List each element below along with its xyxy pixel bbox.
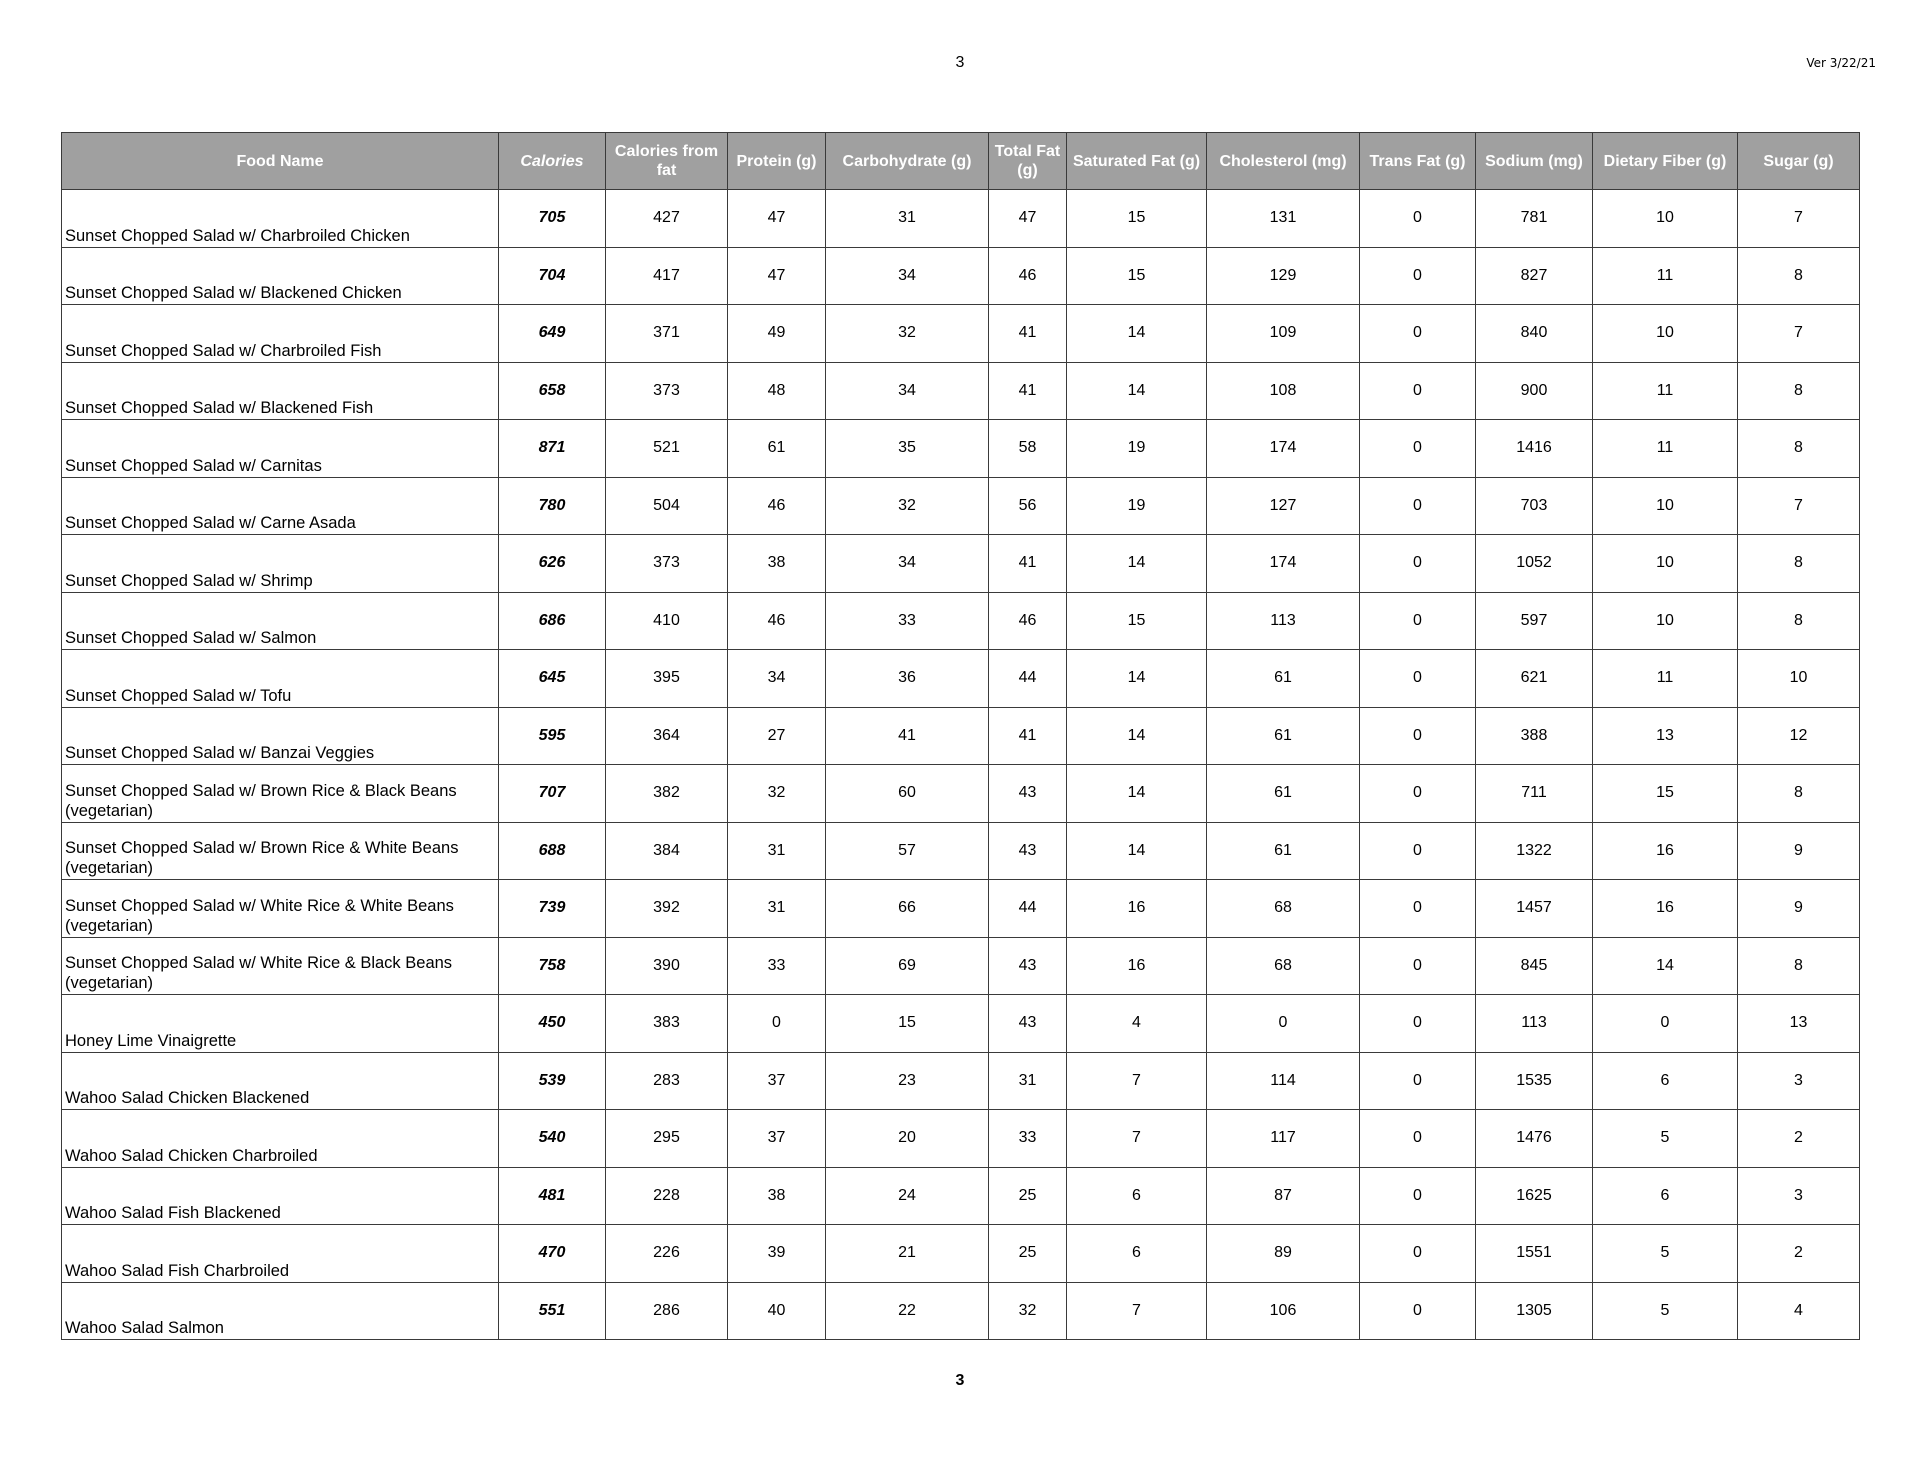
table-cell: 0 bbox=[1360, 880, 1476, 938]
table-cell: 57 bbox=[826, 822, 989, 880]
table-cell: 41 bbox=[989, 535, 1067, 593]
column-header: Food Name bbox=[62, 133, 499, 190]
table-row bbox=[62, 1110, 1860, 1168]
table-cell: 703 bbox=[1476, 477, 1593, 535]
food-name-cell: Sunset Chopped Salad w/ White Rice & Black Beans (vegetarian) bbox=[62, 937, 499, 995]
table-cell: 0 bbox=[728, 995, 826, 1053]
table-cell: 10 bbox=[1593, 477, 1738, 535]
table-cell: 597 bbox=[1476, 592, 1593, 650]
table-cell: 14 bbox=[1593, 937, 1738, 995]
table-cell: 11 bbox=[1593, 362, 1738, 420]
table-cell: 0 bbox=[1360, 247, 1476, 305]
table-cell: 5 bbox=[1593, 1282, 1738, 1340]
calories-cell: 540 bbox=[499, 1110, 606, 1168]
table-cell: 25 bbox=[989, 1225, 1067, 1283]
table-cell: 8 bbox=[1738, 420, 1860, 478]
table-row bbox=[62, 1225, 1860, 1283]
table-cell: 113 bbox=[1476, 995, 1593, 1053]
table-cell: 31 bbox=[826, 190, 989, 248]
table-cell: 66 bbox=[826, 880, 989, 938]
table-cell: 37 bbox=[728, 1052, 826, 1110]
table-cell: 15 bbox=[1067, 247, 1207, 305]
table-cell: 40 bbox=[728, 1282, 826, 1340]
table-cell: 34 bbox=[826, 535, 989, 593]
table-cell: 383 bbox=[606, 995, 728, 1053]
table-cell: 6 bbox=[1593, 1052, 1738, 1110]
table-cell: 228 bbox=[606, 1167, 728, 1225]
table-cell: 127 bbox=[1207, 477, 1360, 535]
table-cell: 129 bbox=[1207, 247, 1360, 305]
table-cell: 388 bbox=[1476, 707, 1593, 765]
table-cell: 41 bbox=[989, 707, 1067, 765]
table-cell: 0 bbox=[1360, 420, 1476, 478]
table-cell: 46 bbox=[989, 247, 1067, 305]
table-cell: 7 bbox=[1067, 1110, 1207, 1168]
table-cell: 2 bbox=[1738, 1110, 1860, 1168]
calories-cell: 658 bbox=[499, 362, 606, 420]
food-name-cell: Honey Lime Vinaigrette bbox=[62, 995, 499, 1053]
table-cell: 19 bbox=[1067, 477, 1207, 535]
table-cell: 3 bbox=[1738, 1052, 1860, 1110]
table-cell: 13 bbox=[1738, 995, 1860, 1053]
table-cell: 6 bbox=[1067, 1225, 1207, 1283]
table-cell: 8 bbox=[1738, 765, 1860, 823]
table-cell: 0 bbox=[1360, 592, 1476, 650]
table-cell: 61 bbox=[1207, 650, 1360, 708]
table-row bbox=[62, 592, 1860, 650]
table-cell: 417 bbox=[606, 247, 728, 305]
table-cell: 382 bbox=[606, 765, 728, 823]
table-row bbox=[62, 305, 1860, 363]
table-cell: 0 bbox=[1360, 477, 1476, 535]
calories-cell: 871 bbox=[499, 420, 606, 478]
table-cell: 2 bbox=[1738, 1225, 1860, 1283]
table-cell: 521 bbox=[606, 420, 728, 478]
table-cell: 15 bbox=[826, 995, 989, 1053]
table-row bbox=[62, 650, 1860, 708]
table-cell: 89 bbox=[1207, 1225, 1360, 1283]
table-cell: 0 bbox=[1360, 1110, 1476, 1168]
table-cell: 711 bbox=[1476, 765, 1593, 823]
table-cell: 1625 bbox=[1476, 1167, 1593, 1225]
table-row bbox=[62, 247, 1860, 305]
table-cell: 68 bbox=[1207, 937, 1360, 995]
table-cell: 10 bbox=[1593, 305, 1738, 363]
column-header: Protein (g) bbox=[728, 133, 826, 190]
table-cell: 14 bbox=[1067, 822, 1207, 880]
table-cell: 31 bbox=[728, 822, 826, 880]
table-header-row bbox=[62, 133, 1860, 190]
calories-cell: 707 bbox=[499, 765, 606, 823]
table-cell: 410 bbox=[606, 592, 728, 650]
calories-cell: 626 bbox=[499, 535, 606, 593]
table-cell: 0 bbox=[1360, 707, 1476, 765]
food-name-cell: Sunset Chopped Salad w/ White Rice & White Beans (vegetarian) bbox=[62, 880, 499, 938]
table-cell: 20 bbox=[826, 1110, 989, 1168]
calories-cell: 649 bbox=[499, 305, 606, 363]
table-cell: 0 bbox=[1360, 765, 1476, 823]
table-row bbox=[62, 362, 1860, 420]
table-cell: 34 bbox=[728, 650, 826, 708]
table-cell: 8 bbox=[1738, 592, 1860, 650]
table-cell: 38 bbox=[728, 1167, 826, 1225]
table-row bbox=[62, 937, 1860, 995]
table-cell: 23 bbox=[826, 1052, 989, 1110]
table-cell: 0 bbox=[1360, 535, 1476, 593]
table-cell: 384 bbox=[606, 822, 728, 880]
table-cell: 11 bbox=[1593, 247, 1738, 305]
food-name-cell: Sunset Chopped Salad w/ Brown Rice & White Beans (vegetarian) bbox=[62, 822, 499, 880]
table-cell: 840 bbox=[1476, 305, 1593, 363]
food-name-cell: Sunset Chopped Salad w/ Shrimp bbox=[62, 535, 499, 593]
table-cell: 0 bbox=[1360, 937, 1476, 995]
table-cell: 21 bbox=[826, 1225, 989, 1283]
table-cell: 41 bbox=[989, 362, 1067, 420]
table-cell: 0 bbox=[1360, 822, 1476, 880]
food-name-cell: Wahoo Salad Chicken Blackened bbox=[62, 1052, 499, 1110]
table-cell: 6 bbox=[1067, 1167, 1207, 1225]
table-cell: 16 bbox=[1593, 880, 1738, 938]
table-cell: 37 bbox=[728, 1110, 826, 1168]
table-cell: 49 bbox=[728, 305, 826, 363]
table-cell: 1322 bbox=[1476, 822, 1593, 880]
table-cell: 34 bbox=[826, 362, 989, 420]
table-cell: 392 bbox=[606, 880, 728, 938]
table-cell: 7 bbox=[1738, 305, 1860, 363]
table-cell: 1476 bbox=[1476, 1110, 1593, 1168]
table-cell: 33 bbox=[989, 1110, 1067, 1168]
table-cell: 43 bbox=[989, 937, 1067, 995]
table-cell: 38 bbox=[728, 535, 826, 593]
food-name-cell: Wahoo Salad Fish Charbroiled bbox=[62, 1225, 499, 1283]
table-cell: 0 bbox=[1207, 995, 1360, 1053]
table-cell: 14 bbox=[1067, 535, 1207, 593]
table-cell: 0 bbox=[1360, 1282, 1476, 1340]
table-cell: 36 bbox=[826, 650, 989, 708]
table-cell: 24 bbox=[826, 1167, 989, 1225]
calories-cell: 551 bbox=[499, 1282, 606, 1340]
table-cell: 7 bbox=[1738, 477, 1860, 535]
nutrition-table bbox=[61, 132, 1860, 1340]
table-cell: 61 bbox=[1207, 822, 1360, 880]
table-cell: 12 bbox=[1738, 707, 1860, 765]
table-cell: 1551 bbox=[1476, 1225, 1593, 1283]
column-header: Carbohydrate (g) bbox=[826, 133, 989, 190]
table-cell: 10 bbox=[1593, 190, 1738, 248]
table-cell: 48 bbox=[728, 362, 826, 420]
table-cell: 31 bbox=[989, 1052, 1067, 1110]
table-cell: 32 bbox=[728, 765, 826, 823]
table-cell: 0 bbox=[1360, 362, 1476, 420]
table-cell: 10 bbox=[1593, 592, 1738, 650]
calories-cell: 758 bbox=[499, 937, 606, 995]
table-cell: 15 bbox=[1067, 592, 1207, 650]
table-cell: 900 bbox=[1476, 362, 1593, 420]
table-cell: 11 bbox=[1593, 420, 1738, 478]
table-cell: 47 bbox=[728, 190, 826, 248]
column-header: Trans Fat (g) bbox=[1360, 133, 1476, 190]
table-cell: 14 bbox=[1067, 305, 1207, 363]
table-cell: 41 bbox=[989, 305, 1067, 363]
table-cell: 60 bbox=[826, 765, 989, 823]
table-cell: 8 bbox=[1738, 362, 1860, 420]
table-cell: 395 bbox=[606, 650, 728, 708]
table-cell: 34 bbox=[826, 247, 989, 305]
table-cell: 61 bbox=[728, 420, 826, 478]
table-cell: 390 bbox=[606, 937, 728, 995]
table-row bbox=[62, 1052, 1860, 1110]
table-cell: 46 bbox=[728, 477, 826, 535]
food-name-cell: Sunset Chopped Salad w/ Blackened Chicken bbox=[62, 247, 499, 305]
column-header: Cholesterol (mg) bbox=[1207, 133, 1360, 190]
table-cell: 14 bbox=[1067, 362, 1207, 420]
food-name-cell: Wahoo Salad Salmon bbox=[62, 1282, 499, 1340]
calories-cell: 686 bbox=[499, 592, 606, 650]
column-header: Calories bbox=[499, 133, 606, 190]
table-cell: 4 bbox=[1738, 1282, 1860, 1340]
table-cell: 16 bbox=[1067, 880, 1207, 938]
table-cell: 87 bbox=[1207, 1167, 1360, 1225]
table-cell: 174 bbox=[1207, 420, 1360, 478]
food-name-cell: Wahoo Salad Fish Blackened bbox=[62, 1167, 499, 1225]
page-number-bottom: 3 bbox=[955, 1372, 965, 1389]
page-number-top: 3 bbox=[955, 54, 965, 71]
food-name-cell: Sunset Chopped Salad w/ Charbroiled Fish bbox=[62, 305, 499, 363]
table-row bbox=[62, 535, 1860, 593]
table-cell: 845 bbox=[1476, 937, 1593, 995]
table-cell: 0 bbox=[1360, 1052, 1476, 1110]
table-cell: 10 bbox=[1593, 535, 1738, 593]
table-cell: 13 bbox=[1593, 707, 1738, 765]
table-cell: 7 bbox=[1738, 190, 1860, 248]
table-cell: 7 bbox=[1067, 1052, 1207, 1110]
table-cell: 9 bbox=[1738, 822, 1860, 880]
table-cell: 226 bbox=[606, 1225, 728, 1283]
table-cell: 113 bbox=[1207, 592, 1360, 650]
table-cell: 0 bbox=[1360, 190, 1476, 248]
table-cell: 46 bbox=[989, 592, 1067, 650]
table-cell: 371 bbox=[606, 305, 728, 363]
table-cell: 4 bbox=[1067, 995, 1207, 1053]
table-cell: 131 bbox=[1207, 190, 1360, 248]
table-cell: 44 bbox=[989, 880, 1067, 938]
food-name-cell: Sunset Chopped Salad w/ Blackened Fish bbox=[62, 362, 499, 420]
food-name-cell: Sunset Chopped Salad w/ Carne Asada bbox=[62, 477, 499, 535]
calories-cell: 539 bbox=[499, 1052, 606, 1110]
table-cell: 43 bbox=[989, 765, 1067, 823]
table-cell: 8 bbox=[1738, 937, 1860, 995]
table-cell: 1416 bbox=[1476, 420, 1593, 478]
table-row bbox=[62, 880, 1860, 938]
table-cell: 0 bbox=[1360, 305, 1476, 363]
table-cell: 43 bbox=[989, 995, 1067, 1053]
table-cell: 106 bbox=[1207, 1282, 1360, 1340]
table-cell: 46 bbox=[728, 592, 826, 650]
table-cell: 286 bbox=[606, 1282, 728, 1340]
table-cell: 16 bbox=[1067, 937, 1207, 995]
table-cell: 8 bbox=[1738, 247, 1860, 305]
calories-cell: 739 bbox=[499, 880, 606, 938]
column-header: Dietary Fiber (g) bbox=[1593, 133, 1738, 190]
table-cell: 0 bbox=[1360, 1225, 1476, 1283]
table-cell: 9 bbox=[1738, 880, 1860, 938]
calories-cell: 470 bbox=[499, 1225, 606, 1283]
table-cell: 0 bbox=[1593, 995, 1738, 1053]
table-row bbox=[62, 765, 1860, 823]
food-name-cell: Sunset Chopped Salad w/ Charbroiled Chicken bbox=[62, 190, 499, 248]
food-name-cell: Sunset Chopped Salad w/ Banzai Veggies bbox=[62, 707, 499, 765]
table-cell: 14 bbox=[1067, 707, 1207, 765]
table-cell: 621 bbox=[1476, 650, 1593, 708]
table-cell: 283 bbox=[606, 1052, 728, 1110]
table-cell: 117 bbox=[1207, 1110, 1360, 1168]
calories-cell: 595 bbox=[499, 707, 606, 765]
table-cell: 827 bbox=[1476, 247, 1593, 305]
calories-cell: 481 bbox=[499, 1167, 606, 1225]
column-header: Saturated Fat (g) bbox=[1067, 133, 1207, 190]
table-cell: 14 bbox=[1067, 650, 1207, 708]
calories-cell: 704 bbox=[499, 247, 606, 305]
calories-cell: 450 bbox=[499, 995, 606, 1053]
table-cell: 58 bbox=[989, 420, 1067, 478]
version-label: Ver 3/22/21 bbox=[1806, 56, 1876, 70]
table-cell: 14 bbox=[1067, 765, 1207, 823]
food-name-cell: Wahoo Salad Chicken Charbroiled bbox=[62, 1110, 499, 1168]
table-cell: 1457 bbox=[1476, 880, 1593, 938]
table-row bbox=[62, 1282, 1860, 1340]
table-cell: 41 bbox=[826, 707, 989, 765]
table-cell: 8 bbox=[1738, 535, 1860, 593]
table-cell: 11 bbox=[1593, 650, 1738, 708]
column-header: Sugar (g) bbox=[1738, 133, 1860, 190]
column-header: Calories from fat bbox=[606, 133, 728, 190]
table-cell: 0 bbox=[1360, 1167, 1476, 1225]
table-body bbox=[62, 190, 1860, 1340]
table-cell: 1535 bbox=[1476, 1052, 1593, 1110]
table-cell: 33 bbox=[826, 592, 989, 650]
table-row bbox=[62, 822, 1860, 880]
table-row bbox=[62, 1167, 1860, 1225]
food-name-cell: Sunset Chopped Salad w/ Tofu bbox=[62, 650, 499, 708]
calories-cell: 645 bbox=[499, 650, 606, 708]
table-cell: 16 bbox=[1593, 822, 1738, 880]
table-cell: 7 bbox=[1067, 1282, 1207, 1340]
table-cell: 43 bbox=[989, 822, 1067, 880]
table-cell: 3 bbox=[1738, 1167, 1860, 1225]
table-cell: 0 bbox=[1360, 995, 1476, 1053]
table-cell: 0 bbox=[1360, 650, 1476, 708]
table-cell: 32 bbox=[826, 305, 989, 363]
table-cell: 1305 bbox=[1476, 1282, 1593, 1340]
table-cell: 32 bbox=[989, 1282, 1067, 1340]
column-header: Sodium (mg) bbox=[1476, 133, 1593, 190]
table-row bbox=[62, 477, 1860, 535]
table-cell: 1052 bbox=[1476, 535, 1593, 593]
table-cell: 33 bbox=[728, 937, 826, 995]
table-cell: 39 bbox=[728, 1225, 826, 1283]
table-cell: 364 bbox=[606, 707, 728, 765]
table-cell: 504 bbox=[606, 477, 728, 535]
table-cell: 25 bbox=[989, 1167, 1067, 1225]
food-name-cell: Sunset Chopped Salad w/ Salmon bbox=[62, 592, 499, 650]
table-cell: 174 bbox=[1207, 535, 1360, 593]
table-cell: 373 bbox=[606, 535, 728, 593]
table-cell: 31 bbox=[728, 880, 826, 938]
table-cell: 47 bbox=[728, 247, 826, 305]
table-cell: 10 bbox=[1738, 650, 1860, 708]
table-cell: 35 bbox=[826, 420, 989, 478]
table-cell: 61 bbox=[1207, 765, 1360, 823]
table-cell: 32 bbox=[826, 477, 989, 535]
table-cell: 114 bbox=[1207, 1052, 1360, 1110]
table-cell: 69 bbox=[826, 937, 989, 995]
table-cell: 5 bbox=[1593, 1110, 1738, 1168]
column-header: Total Fat (g) bbox=[989, 133, 1067, 190]
calories-cell: 705 bbox=[499, 190, 606, 248]
food-name-cell: Sunset Chopped Salad w/ Brown Rice & Black Beans (vegetarian) bbox=[62, 765, 499, 823]
calories-cell: 688 bbox=[499, 822, 606, 880]
table-cell: 6 bbox=[1593, 1167, 1738, 1225]
table-cell: 373 bbox=[606, 362, 728, 420]
calories-cell: 780 bbox=[499, 477, 606, 535]
table-cell: 22 bbox=[826, 1282, 989, 1340]
table-cell: 27 bbox=[728, 707, 826, 765]
table-cell: 108 bbox=[1207, 362, 1360, 420]
table-cell: 44 bbox=[989, 650, 1067, 708]
table-cell: 56 bbox=[989, 477, 1067, 535]
table-cell: 109 bbox=[1207, 305, 1360, 363]
table-cell: 15 bbox=[1593, 765, 1738, 823]
table-row bbox=[62, 190, 1860, 248]
food-name-cell: Sunset Chopped Salad w/ Carnitas bbox=[62, 420, 499, 478]
table-row bbox=[62, 995, 1860, 1053]
table-row bbox=[62, 420, 1860, 478]
table-cell: 19 bbox=[1067, 420, 1207, 478]
table-cell: 5 bbox=[1593, 1225, 1738, 1283]
table-cell: 295 bbox=[606, 1110, 728, 1168]
table-cell: 47 bbox=[989, 190, 1067, 248]
table-cell: 15 bbox=[1067, 190, 1207, 248]
table-cell: 61 bbox=[1207, 707, 1360, 765]
table-cell: 781 bbox=[1476, 190, 1593, 248]
table-row bbox=[62, 707, 1860, 765]
table-cell: 427 bbox=[606, 190, 728, 248]
table-cell: 68 bbox=[1207, 880, 1360, 938]
